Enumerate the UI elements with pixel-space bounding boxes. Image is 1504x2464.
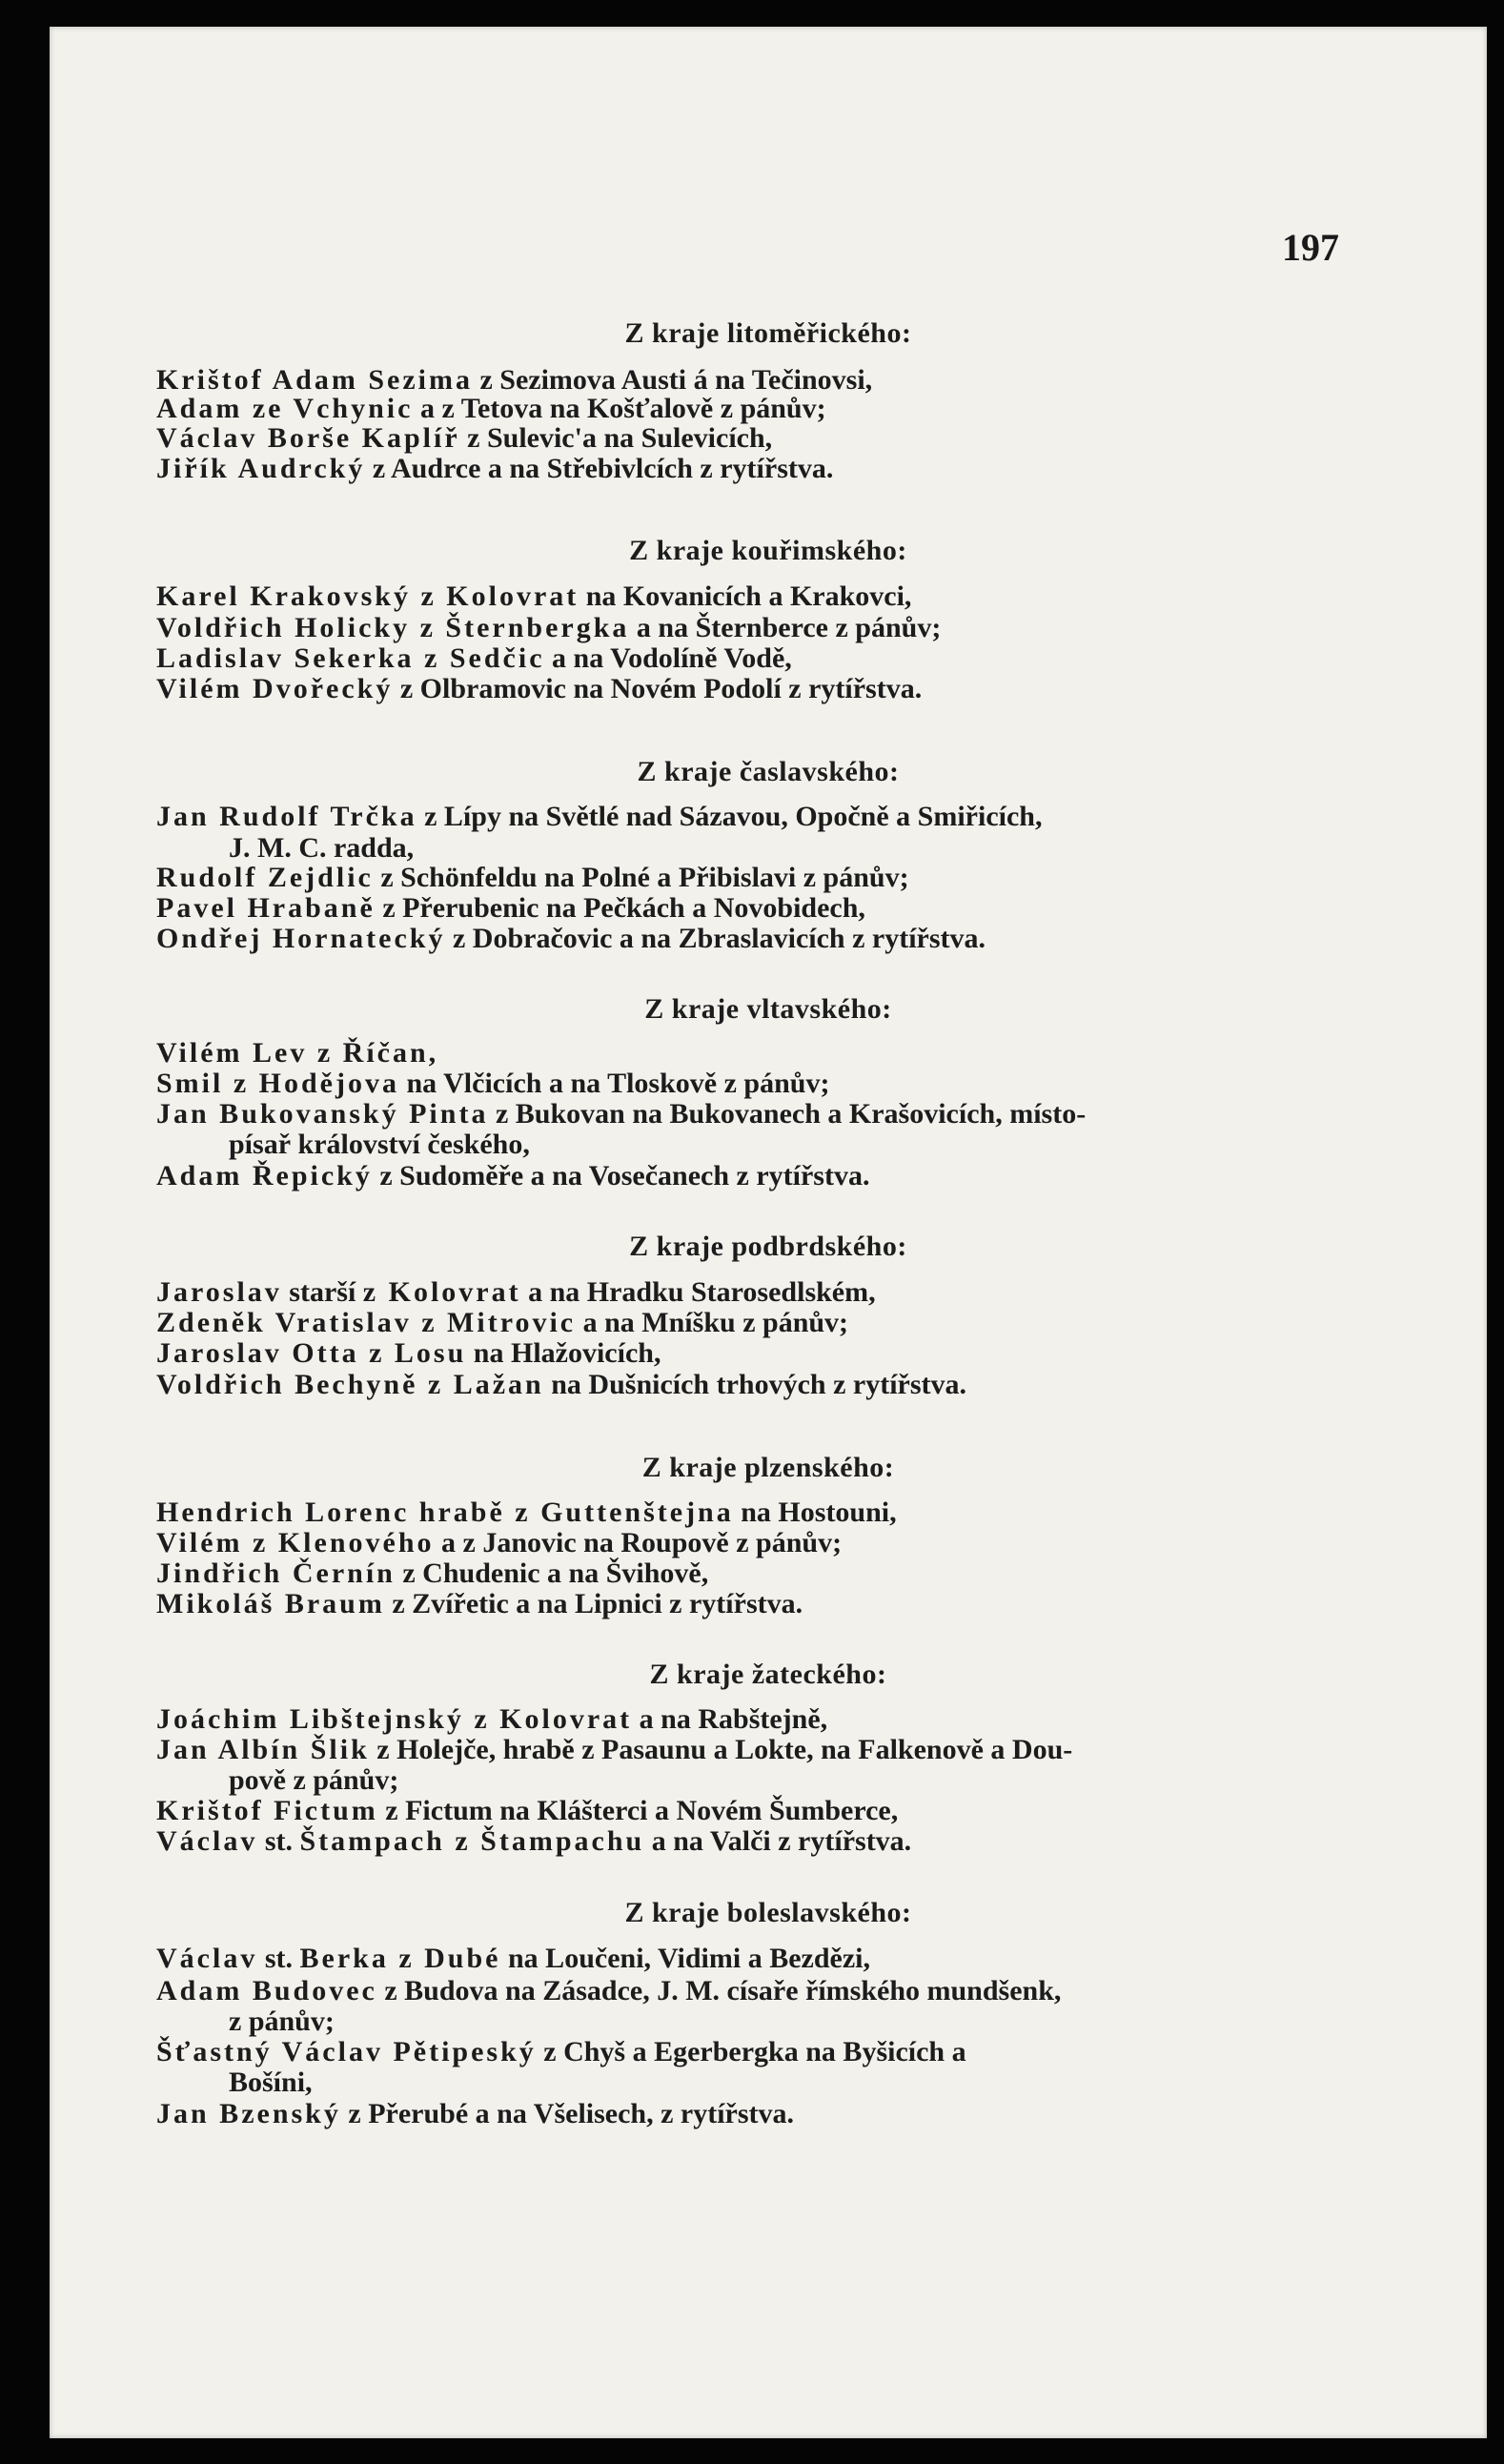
person-name: Krištof Adam Sezima (156, 364, 473, 396)
person-name: Ladislav Sekerka z Sedčic (156, 642, 545, 674)
entry-text: na Hlažovicích, (466, 1337, 661, 1369)
entry-text: a na Hradku Starosedlském, (520, 1276, 876, 1308)
entry-text: z Chudenic a na Švihově, (395, 1558, 709, 1589)
entry-line (156, 1975, 1061, 2007)
entry-line (156, 1825, 911, 1858)
person-name: Adam ze Vchynic (156, 393, 414, 424)
entry-text: z Audrce a na Střebivlcích z rytířstva. (365, 453, 834, 484)
entry-text: z pánův; (229, 2006, 335, 2037)
person-name: Rudolf Zejdlic (156, 862, 374, 893)
person-name: Zdeněk Vratislav z Mitrovic (156, 1307, 577, 1338)
section-heading: Z kraje vltavského: (644, 993, 892, 1025)
person-name: Pavel Hrabaně (156, 892, 376, 924)
person-name: Jan Bukovanský Pinta (156, 1098, 489, 1130)
person-name: Adam Řepický (156, 1160, 373, 1191)
entry-line (156, 1068, 829, 1100)
entry-text: z Chyš a Egerbergka na Byšicích a (536, 2036, 966, 2067)
person-name: Jan Rudolf Trčka (156, 801, 417, 832)
entry-line (229, 1129, 530, 1161)
entry-text: z Sezimova Austi á na Tečinovsi, (472, 364, 873, 396)
entry-line (156, 1734, 1072, 1766)
entry-line (156, 453, 833, 485)
person-name: Václav Borše Kaplíř (156, 422, 460, 454)
entry-text: z Fictum na Klášterci a Novém Šumberce, (377, 1795, 899, 1826)
section-heading: Z kraje časlavského: (637, 756, 900, 787)
entry-text: a z Janovic na Roupově z pánův; (434, 1527, 843, 1558)
entry-text: na Kovanicích a Krakovci, (579, 580, 912, 612)
entry-text: a na Vodolíně Vodě, (544, 642, 792, 674)
entry-line (156, 1160, 869, 1192)
entry-line (156, 1369, 966, 1401)
person-name: Berka z Dubé (299, 1943, 501, 1974)
person-name: Ondřej Hornatecký (156, 923, 446, 954)
entry-line (156, 580, 911, 613)
entry-text: a na Mníšku z pánův; (576, 1307, 849, 1338)
entry-line (156, 422, 772, 455)
entry-text: a na Rabštejně, (632, 1703, 828, 1735)
entry-line (156, 642, 792, 675)
entry-line (229, 2067, 313, 2099)
person-name: Jan Albín Šlik (156, 1734, 370, 1765)
person-name: Smil z Hodějova (156, 1068, 399, 1099)
entry-text: na Vlčicích a na Tloskově z pánův; (399, 1068, 830, 1099)
section-heading: Z kraje litoměřického: (624, 317, 912, 349)
person-name: Václav (156, 1943, 258, 1974)
entry-text: z Bukovan na Bukovanech a Krašovicích, místo- (488, 1098, 1087, 1130)
person-name: Krištof Fictum (156, 1795, 378, 1826)
person-name: Vilém Dvořecký (156, 673, 394, 704)
entry-line (156, 612, 941, 644)
section-heading: Z kraje boleslavského: (624, 1897, 912, 1928)
person-name: Hendrich Lorenc hrabě z Guttenštejna (156, 1497, 734, 1528)
entry-line (229, 1764, 398, 1797)
entry-text: starší (281, 1276, 363, 1308)
entry-line (156, 1098, 1086, 1130)
person-name: Mikoláš Braum (156, 1588, 385, 1619)
person-name: Karel Krakovský z Kolovrat (156, 580, 579, 612)
person-name: Voldřich Holicky z Šternbergka (156, 612, 630, 643)
entry-text: a na Valči z rytířstva. (644, 1825, 912, 1857)
entry-text: na Hostouni, (733, 1497, 897, 1528)
person-name: Václav (156, 1825, 258, 1857)
entry-text: písař království českého, (229, 1129, 530, 1160)
person-name: Adam Budovec (156, 1975, 377, 2006)
person-name: Jan Bzenský (156, 2098, 341, 2129)
entry-line (156, 1588, 803, 1620)
entry-text: z Přerubé a na Všelisech, z rytířstva. (340, 2098, 795, 2129)
entry-text: z Přerubenic na Pečkách a Novobidech, (375, 892, 865, 924)
entry-text: st. (257, 1825, 300, 1857)
section-heading: Z kraje plzenského: (641, 1452, 895, 1483)
entry-text: z Sudoměře a na Vosečanech z rytířstva. (372, 1160, 870, 1191)
entry-text: J. M. C. radda, (229, 832, 415, 864)
entry-text: z Olbramovic na Novém Podolí z rytířstva. (393, 673, 923, 704)
entry-text: a na Šternberce z pánův; (629, 612, 942, 643)
entry-line (156, 2098, 794, 2130)
person-name: Jaroslav Otta z Losu (156, 1337, 467, 1369)
entry-text: z Lípy na Světlé nad Sázavou, Opočně a Smiřicích, (417, 801, 1043, 832)
person-name: Vilém Lev z Říčan, (156, 1037, 439, 1069)
entry-line (156, 364, 872, 397)
entry-text: z Zvířetic a na Lipnici z rytířstva. (384, 1588, 803, 1619)
entry-line (156, 1943, 870, 1975)
section-heading: Z kraje kouřimského: (629, 535, 907, 566)
entry-text: z Schönfeldu na Polné a Přibislavi z pánův; (373, 862, 909, 893)
entry-line (229, 832, 414, 865)
section-heading: Z kraje žateckého: (649, 1659, 887, 1690)
person-name: Joáchim Libštejnský z Kolovrat (156, 1703, 633, 1735)
entry-line (156, 923, 986, 955)
person-name: Jindřich Černín (156, 1558, 396, 1589)
entry-text: z Dobračovic a na Zbraslavicích z rytířstva. (445, 923, 986, 954)
entry-line (156, 1276, 876, 1309)
person-name: Jiřík Audrcký (156, 453, 366, 484)
entry-text: z Sulevic'a na Sulevicích, (459, 422, 773, 454)
entry-text: na Dušnicích trhových z rytířstva. (543, 1369, 967, 1400)
entry-text: z Holejče, hrabě z Pasaunu a Lokte, na Falkenově a Dou- (369, 1734, 1073, 1765)
entry-line (156, 1795, 898, 1827)
entry-text: z Budova na Zásadce, J. M. císaře římského mundšenk, (376, 1975, 1062, 2006)
entry-line (156, 2036, 966, 2068)
entry-line (156, 862, 909, 894)
entry-line (156, 1527, 842, 1559)
person-name: Šťastný Václav Pětipeský (156, 2036, 537, 2067)
person-name: Vilém z Klenového (156, 1527, 435, 1558)
entry-text: na Loučeni, Vidimi a Bezdězi, (500, 1943, 871, 1974)
entry-line (156, 1037, 438, 1069)
entry-line (156, 1703, 827, 1736)
person-name: z Kolovrat (362, 1276, 521, 1308)
entry-line (156, 1558, 708, 1590)
page (50, 27, 1487, 2438)
entry-line (156, 393, 826, 425)
person-name: Štampach z Štampachu (299, 1825, 645, 1857)
page-number: 197 (1282, 226, 1339, 269)
entry-line (156, 1497, 897, 1529)
entry-text: st. (257, 1943, 300, 1974)
entry-line (229, 2006, 335, 2038)
entry-line (156, 892, 865, 925)
person-name: Voldřich Bechyně z Lažan (156, 1369, 544, 1400)
entry-text: Bošíni, (229, 2067, 313, 2098)
entry-line (156, 1307, 848, 1339)
entry-line (156, 801, 1042, 833)
person-name: Jaroslav (156, 1276, 282, 1308)
entry-text: pově z pánův; (229, 1764, 399, 1796)
entry-text: a z Tetova na Košťalově z pánův; (413, 393, 826, 424)
entry-line (156, 673, 922, 705)
section-heading: Z kraje podbrdského: (629, 1231, 907, 1262)
entry-line (156, 1337, 661, 1370)
